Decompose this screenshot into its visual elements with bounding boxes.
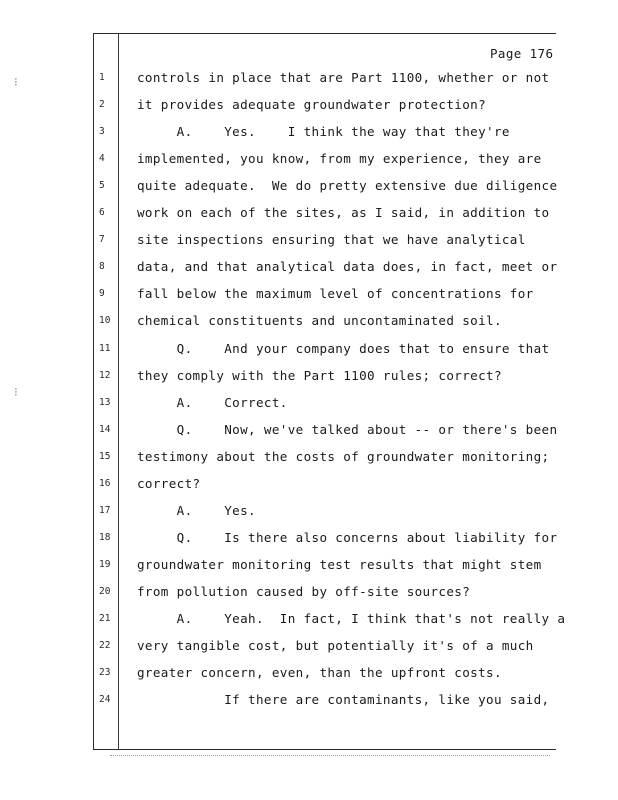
transcript-line-text: site inspections ensuring that we have analytical bbox=[137, 232, 526, 248]
transcript-line-text: from pollution caused by off-site sources? bbox=[137, 583, 471, 599]
line-number: 10 bbox=[99, 315, 111, 327]
line-number: 6 bbox=[99, 207, 105, 219]
line-number: 21 bbox=[99, 613, 111, 624]
line-number: 3 bbox=[99, 126, 105, 138]
line-number: 8 bbox=[99, 261, 105, 273]
transcript-line-text: they comply with the Part 1100 rules; correct? bbox=[137, 367, 502, 383]
line-number: 2 bbox=[99, 99, 105, 111]
transcript-line-text: controls in place that are Part 1100, whether or not bbox=[137, 70, 550, 85]
transcript-line-text: implemented, you know, from my experience, they are bbox=[137, 151, 542, 167]
transcript-line-text: A. Yes. bbox=[137, 502, 256, 518]
line-number: 9 bbox=[99, 288, 105, 300]
line-number: 14 bbox=[99, 423, 111, 435]
transcript-line-text: very tangible cost, but potentially it's of a much bbox=[137, 638, 534, 654]
line-number: 4 bbox=[99, 153, 105, 165]
transcript-line-text: A. Yeah. In fact, I think that's not really a bbox=[137, 611, 566, 626]
transcript-line-text: groundwater monitoring test results that might stem bbox=[137, 556, 542, 572]
line-number: 13 bbox=[99, 396, 111, 408]
line-number: 5 bbox=[99, 180, 105, 192]
transcript-line-text: quite adequate. We do pretty extensive due diligence bbox=[137, 178, 558, 194]
transcript-line-text: A. Correct. bbox=[137, 394, 288, 410]
line-number: 22 bbox=[99, 640, 111, 652]
transcript-line-text: A. Yes. I think the way that they're bbox=[137, 124, 510, 140]
page-number: Page 176 bbox=[490, 46, 554, 61]
page-bottom-edge bbox=[110, 752, 550, 756]
line-number: 17 bbox=[99, 504, 111, 516]
transcript-line-text: Q. Now, we've talked about -- or there's been bbox=[137, 421, 558, 437]
transcript-line-text: If there are contaminants, like you said, bbox=[137, 692, 550, 708]
transcript-line-text: data, and that analytical data does, in fact, meet or bbox=[137, 259, 558, 275]
transcript-line-text: testimony about the costs of groundwater monitoring; bbox=[137, 448, 550, 464]
line-number: 18 bbox=[99, 531, 111, 543]
line-number: 24 bbox=[99, 694, 111, 706]
line-number: 19 bbox=[99, 558, 111, 570]
line-number: 23 bbox=[99, 667, 111, 679]
line-number: 11 bbox=[99, 342, 111, 354]
transcript-line-text: correct? bbox=[137, 475, 201, 491]
scan-margin-mark: ⁝ bbox=[14, 385, 18, 399]
line-number: 1 bbox=[99, 72, 105, 83]
line-number: 15 bbox=[99, 450, 111, 462]
line-number-rule bbox=[118, 33, 119, 750]
transcript-line-text: Q. Is there also concerns about liability for bbox=[137, 529, 558, 545]
transcript-line-text: fall below the maximum level of concentrations for bbox=[137, 286, 534, 302]
line-number: 20 bbox=[99, 585, 111, 597]
transcript-line-text: it provides adequate groundwater protection? bbox=[137, 97, 487, 113]
line-number: 16 bbox=[99, 477, 111, 489]
transcript-line-text: chemical constituents and uncontaminated soil. bbox=[137, 313, 502, 329]
transcript-line-text: Q. And your company does that to ensure that bbox=[137, 340, 550, 356]
scan-margin-mark: ⁝ bbox=[14, 75, 18, 89]
transcript-line-text: work on each of the sites, as I said, in addition to bbox=[137, 205, 550, 221]
line-number: 7 bbox=[99, 234, 105, 246]
line-number: 12 bbox=[99, 369, 111, 381]
transcript-line-text: greater concern, even, than the upfront costs. bbox=[137, 665, 502, 681]
